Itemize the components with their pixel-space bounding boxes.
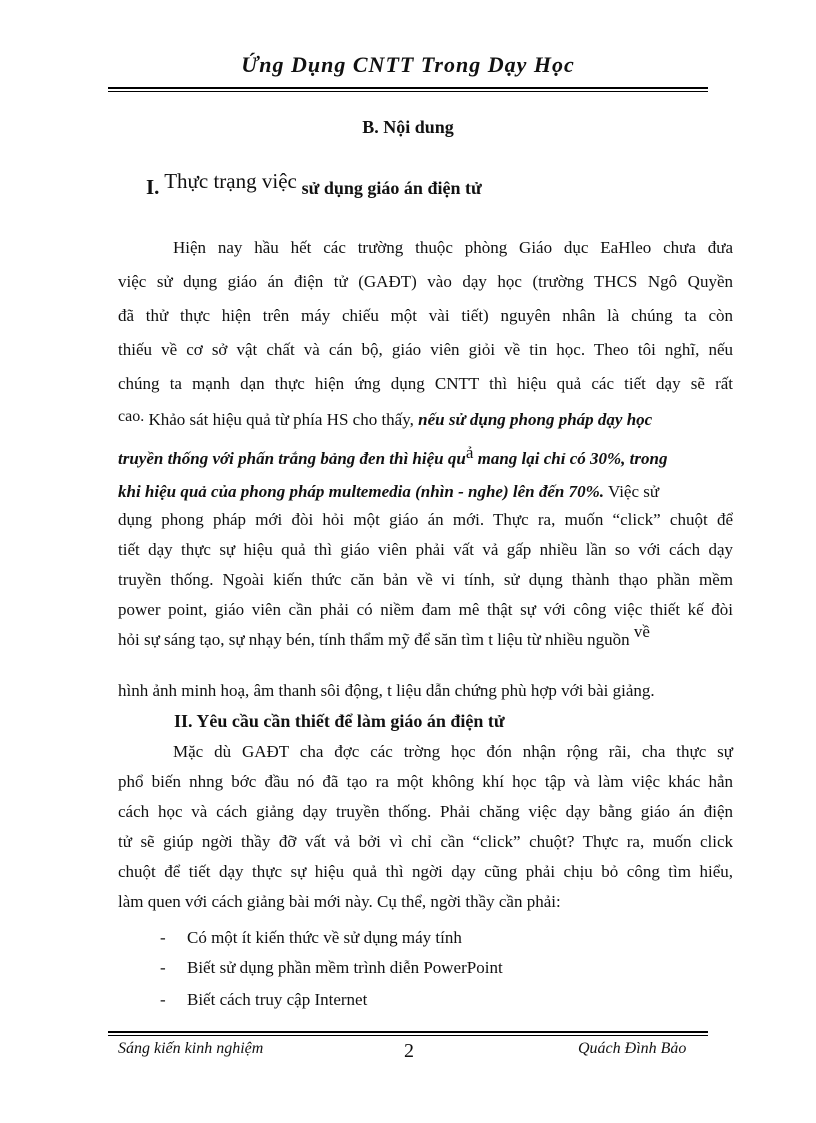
para2-line-2: phổ biến nhng bớc đầu nó đã tạo ra một không khí học tập và làm việc khác hẳn <box>118 772 733 791</box>
para1-line-8-a: khi hiệu quả của phong pháp multemedia (nhìn - nghe) lên đến 70%. <box>118 482 604 501</box>
footer-author: Quách Đình Bảo <box>578 1040 687 1057</box>
para1-line-13 <box>118 622 733 650</box>
para2-line-5: chuột để tiết dạy thực sự hiệu quả thì ngời dạy cũng phải chịu bỏ công tìm hiểu, <box>118 862 733 881</box>
para1-line-7-a: truyền thống với phấn trắng bảng đen thì hiệu qu <box>118 449 466 468</box>
para1-line-11: truyền thống. Ngoài kiến thức căn bản về vi tính, sử dụng thành thạo phần mềm <box>118 570 733 589</box>
bullet-item-2: Biết sử dụng phần mềm trình diễn PowerPoint <box>187 958 503 977</box>
section-title: B. Nội dung <box>362 117 454 137</box>
footer-rule-thin <box>108 1035 708 1036</box>
footer-left-text: Sáng kiến kinh nghiệm <box>118 1040 264 1057</box>
bullet-item-3: Biết cách truy cập Internet <box>187 990 368 1009</box>
para1-line-7-b: ả <box>465 443 474 462</box>
para1-line-6-a: cao. <box>118 408 145 425</box>
para1-line-10: tiết dạy thực sự hiệu quả thì giáo viên phải vất vả gấp nhiều lần so với cách dạy <box>118 540 733 559</box>
para1-line-7 <box>118 443 733 469</box>
para2-line-1: Mặc dù GAĐT cha đợc các trờng học đón nhận rộng rãi, cha thực sự <box>173 742 733 761</box>
para1-line-2: việc sử dụng giáo án điện tử (GAĐT) vào dạy học (trường THCS Ngô Quyền <box>118 272 733 291</box>
para1-line-14: hình ảnh minh hoạ, âm thanh sôi động, t liệu dẫn chứng phù hợp với bài giảng. <box>118 681 655 700</box>
header-rule <box>108 87 708 89</box>
heading-1-number: I. <box>146 175 160 199</box>
para1-line-4: thiếu về cơ sở vật chất và cán bộ, giáo viên giỏi về tin học. Theo tôi nghĩ, nếu <box>118 340 733 359</box>
para1-line-8-b: Việc sử <box>604 482 660 501</box>
para1-line-1: Hiện nay hầu hết các trường thuộc phòng Giáo dục EaHleo chưa đưa <box>173 238 733 257</box>
footer-rule <box>108 1031 708 1033</box>
para1-line-8 <box>118 482 733 502</box>
bullet-item-1: Có một ít kiến thức về sử dụng máy tính <box>187 928 462 947</box>
heading-1 <box>146 169 482 200</box>
para1-line-6 <box>118 410 733 430</box>
para1-line-6-b: Khảo sát hiệu quả từ phía HS cho thấy, <box>148 410 414 429</box>
page-number: 2 <box>404 1040 414 1062</box>
heading-1-part-a: Thực trạng việc <box>164 169 297 193</box>
para1-line-7-c: mang lại chỉ có 30%, trong <box>473 449 668 468</box>
para2-line-3: cách học và cách giảng dạy truyền thống. Phải chăng việc dạy bằng giáo án điện <box>118 802 733 821</box>
para2-line-4: tử sẽ giúp ngời thầy đỡ vất vả bởi vì chỉ cần “click” chuột? Thực ra, muốn click <box>118 832 733 851</box>
header-title: Ứng Dụng CNTT Trong Dạy Học <box>241 52 575 77</box>
heading-1-part-b: sử dụng giáo án điện tử <box>301 178 482 198</box>
bullet-dash: - <box>160 990 166 1009</box>
para1-line-6-c: nếu sử dụng phong pháp dạy học <box>418 410 653 429</box>
header-rule-thin <box>108 91 708 92</box>
para1-line-13-a: hỏi sự sáng tạo, sự nhạy bén, tính thẩm mỹ để săn tìm t liệu từ nhiều nguồn <box>118 630 630 649</box>
para1-line-5: chúng ta mạnh dạn thực hiện ứng dụng CNTT thì hiệu quả các tiết dạy sẽ rất <box>118 374 733 393</box>
para1-line-12: power point, giáo viên cần phải có niềm đam mê thật sự với công việc thiết kế đòi <box>118 600 733 619</box>
para2-line-6: làm quen với cách giảng bài mới này. Cụ thể, ngời thầy cần phải: <box>118 892 561 911</box>
para1-line-3: đã thử thực hiện trên máy chiếu một vài tiết) nguyên nhân là chúng ta còn <box>118 306 733 325</box>
para1-line-9: dụng phong pháp mới đòi hỏi một giáo án mới. Thực ra, muốn “click” chuột để <box>118 510 733 529</box>
bullet-dash: - <box>160 928 166 947</box>
heading-2: II. Yêu cầu cần thiết để làm giáo án điện tử <box>174 711 505 731</box>
para1-line-13-b: về <box>633 622 650 641</box>
bullet-dash: - <box>160 958 166 977</box>
